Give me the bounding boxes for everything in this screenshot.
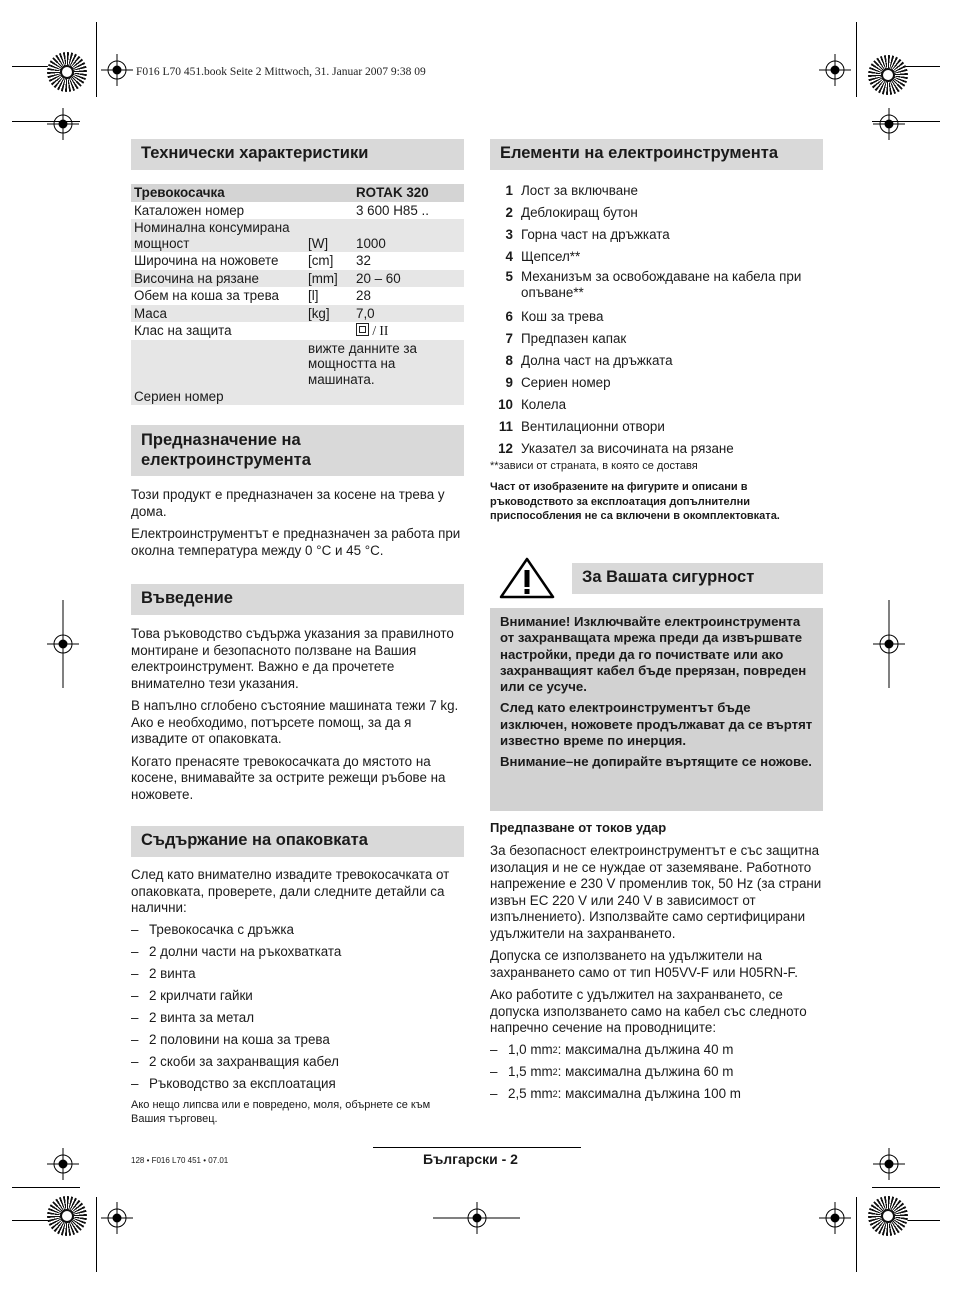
table-row (131, 202, 464, 220)
item-number: 1 (505, 182, 513, 198)
paragraph: Този продукт е предназначен за косене на трева у дома. (131, 487, 445, 519)
col-header-product: Тревокосачка (131, 184, 305, 202)
spec-value: 28 (356, 288, 371, 303)
cable-size: 2,5 mm (508, 1086, 553, 1101)
dash: – (131, 988, 139, 1003)
paragraph: Ако работите с удължител на захранването, се допуска използването само на кабел със следното напречно сечение на проводниците: (490, 987, 807, 1035)
table-row (131, 305, 464, 323)
item-label: Механизъм за освобождаване на кабела при опъване** (521, 269, 802, 300)
spec-label: Каталожен номер (134, 202, 245, 218)
list-item (131, 1073, 471, 1095)
cable-length: : максимална дължина 40 m (557, 1042, 734, 1057)
item-text: Тревокосачка с дръжка (149, 922, 294, 937)
dash: – (490, 1064, 498, 1079)
purpose-heading: Предназначение на електроинструмента (131, 425, 464, 476)
item-number: 5 (505, 269, 513, 284)
item-number: 11 (498, 418, 513, 434)
list-item (131, 941, 471, 963)
spec-label: Номинална консумирана мощност (131, 219, 305, 252)
dash: – (131, 1010, 139, 1025)
list-item (131, 1029, 471, 1051)
cable-length: : максимална дължина 60 m (557, 1064, 734, 1079)
list-item (490, 1061, 826, 1083)
list-item (131, 1051, 471, 1073)
footer-code: 128 • F016 L70 451 • 07.01 (131, 1156, 229, 1165)
spec-unit (305, 202, 353, 220)
cable-size-list (490, 1039, 826, 1105)
table-row (131, 252, 464, 270)
dash: – (131, 1076, 139, 1091)
paragraph: Когато пренасяте тревокосачката до мястото на косене, внимавайте за острите режещи ръбове на ножовете. (131, 753, 446, 802)
list-item (490, 1039, 826, 1061)
item-label: Сериен номер (521, 374, 611, 390)
footer-rule (373, 1147, 581, 1148)
protection-class-icon (356, 323, 369, 336)
item-text: 2 скоби за захранващия кабел (149, 1054, 339, 1069)
package-note: Ако нещо липсва или е повредено, моля, обърнете се към Вашия търговец. (131, 1098, 431, 1125)
spec-value (353, 322, 464, 340)
item-label: Горна част на дръжката (521, 226, 670, 242)
warning-triangle-icon (498, 556, 556, 600)
item-number: 3 (505, 226, 513, 242)
paragraph: За безопасност електроинструментът е със защитна изолация и не се нуждае от заземяване. Работното напрежение е 230 V променлив ток, 50 Hz (за страни извън EC 220 V или 240 V в зависимост от изпълнението). Използвайте само сертифицирани удължители на захранването. (490, 843, 822, 941)
dash: – (131, 1032, 139, 1047)
dash: – (131, 1054, 139, 1069)
spec-value: 1000 (353, 219, 464, 252)
spec-label: Обем на коша за трева (134, 288, 279, 303)
table-row (131, 270, 464, 288)
components-list (490, 179, 830, 459)
paragraph: Допуска се използването на удължители на захранването само от тип H05VV-F или H05RN-F. (490, 948, 798, 980)
shock-protection-section (490, 820, 826, 1105)
tech-specs-heading: Технически характеристики (131, 139, 464, 170)
item-text: 2 винта за метал (149, 1010, 255, 1025)
superscript: 2 (552, 1088, 558, 1099)
warning-text: Внимание! Изключвайте електроинструмента от захранващата мрежа преди да извършвате настройки, преди да го почиствате или ако захранващият кабел бъде прерязан, повреден или се усуче. (500, 614, 807, 695)
list-item (490, 267, 830, 305)
spec-label: Височина на рязане (131, 270, 305, 288)
item-number: 10 (498, 396, 513, 412)
item-number: 8 (505, 352, 513, 368)
paragraph: Това ръководство съдържа указания за правилното монтиране и безопасното ползване на Вашия електроинструмент. Важно е да прочетете внимателно тези указания. (131, 626, 454, 691)
package-section (131, 867, 471, 1126)
spec-unit: [l] (308, 288, 319, 303)
item-text: 2 винта (149, 966, 196, 981)
list-item (490, 327, 830, 349)
dash: – (490, 1086, 498, 1101)
paragraph: Електроинструментът е предназначен за работа при околна температура между 0 °C и 45 °C. (131, 526, 461, 558)
item-number: 7 (505, 330, 513, 346)
item-number: 4 (505, 248, 513, 264)
item-text: 2 половини на коша за трева (149, 1032, 330, 1047)
list-item (490, 371, 830, 393)
table-row (131, 219, 464, 252)
table-header-row (131, 184, 464, 202)
item-text: 2 крилчати гайки (149, 988, 253, 1003)
spec-unit: [mm] (305, 270, 353, 288)
safety-warning-box (490, 608, 823, 811)
list-item (490, 1083, 826, 1105)
col-header-unit (305, 184, 353, 202)
list-item (490, 305, 830, 327)
item-label: Предпазен капак (521, 330, 627, 346)
list-item (490, 245, 830, 267)
print-file-info: F016 L70 451.book Seite 2 Mittwoch, 31. Januar 2007 9:38 09 (136, 66, 426, 78)
spec-unit: [W] (305, 219, 353, 252)
list-item (490, 223, 830, 245)
safety-heading: За Вашата сигурност (572, 563, 823, 594)
components-heading: Елементи на електроинструмента (490, 139, 823, 170)
spec-unit: [cm] (308, 253, 334, 268)
cable-size: 1,5 mm (508, 1064, 553, 1079)
spec-unit: [kg] (305, 305, 353, 323)
item-label: Щепсел** (521, 248, 581, 264)
components-footnote: **зависи от страната, в която се доставя (490, 460, 698, 472)
spec-value: 3 600 H85 .. (356, 202, 429, 218)
cable-size: 1,0 mm (508, 1042, 553, 1057)
list-item (490, 201, 830, 223)
paragraph: След като внимателно извадите тревокосачката от опаковката, проверете, дали следните детайли са налични: (131, 867, 450, 915)
table-row (131, 322, 464, 340)
dash: – (131, 966, 139, 981)
list-item (490, 437, 830, 459)
paragraph: В напълно сглобено състояние машината тежи 7 kg. Ако е необходимо, потърсете помощ, за да я извадите от опаковката. (131, 698, 459, 746)
shock-subheading: Предпазване от токов удар (490, 820, 667, 835)
package-heading: Съдържание на опаковката (131, 826, 464, 857)
list-item (490, 393, 830, 415)
item-number: 6 (505, 308, 513, 324)
item-number: 2 (505, 204, 513, 220)
purpose-section (131, 487, 464, 565)
item-label: Указател за височината на рязане (521, 440, 734, 456)
item-label: Деблокиращ бутон (521, 204, 638, 220)
page-number: Български - 2 (423, 1151, 518, 1167)
warning-text: След като електроинструментът бъде изключен, ножовете продължават да се въртят известно време по инерция. (500, 700, 813, 749)
list-item (490, 179, 830, 201)
package-list (131, 919, 471, 1095)
item-label: Лост за включване (521, 182, 639, 198)
list-item (131, 963, 471, 985)
tech-specs-table (131, 184, 464, 405)
spec-label: Сериен номер (131, 340, 305, 406)
list-item (131, 919, 471, 941)
spec-note: вижте данните за мощността на машината. (305, 340, 464, 406)
item-number: 12 (498, 440, 513, 456)
spec-label: Клас на защита (134, 323, 232, 338)
dash: – (131, 944, 139, 959)
col-header-model: ROTAK 320 (353, 184, 464, 202)
warning-text: Внимание–не допирайте въртящите се ножове. (500, 754, 812, 770)
item-number: 9 (505, 374, 513, 390)
table-row (131, 340, 464, 406)
item-label: Вентилационни отвори (521, 418, 665, 434)
spec-value: 20 – 60 (353, 270, 464, 288)
spec-label: Маса (131, 305, 305, 323)
list-item (131, 1007, 471, 1029)
table-row (131, 287, 464, 305)
superscript: 2 (552, 1044, 558, 1055)
item-label: Колела (521, 396, 567, 412)
accessory-note: Част от изобразените на фигурите и описани в ръководството за експлоатация допълнителни приспособления не са включени в окомплектовката. (490, 481, 780, 522)
cable-length: : максимална дължина 100 m (557, 1086, 741, 1101)
spec-value: 32 (356, 253, 371, 268)
dash: – (490, 1042, 498, 1057)
dash: – (131, 922, 139, 937)
spec-unit (305, 322, 353, 340)
protection-class-text: / II (369, 323, 389, 338)
list-item (490, 415, 830, 437)
superscript: 2 (552, 1066, 558, 1077)
list-item (490, 349, 830, 371)
item-label: Долна част на дръжката (521, 352, 673, 368)
item-text: Ръководство за експлоатация (149, 1076, 336, 1091)
item-label: Кош за трева (521, 308, 604, 324)
spec-value: 7,0 (353, 305, 464, 323)
item-text: 2 долни части на ръкохватката (149, 944, 342, 959)
intro-heading: Въведение (131, 584, 464, 615)
spec-label: Широчина на ножовете (134, 253, 279, 268)
intro-section (131, 626, 464, 809)
list-item (131, 985, 471, 1007)
